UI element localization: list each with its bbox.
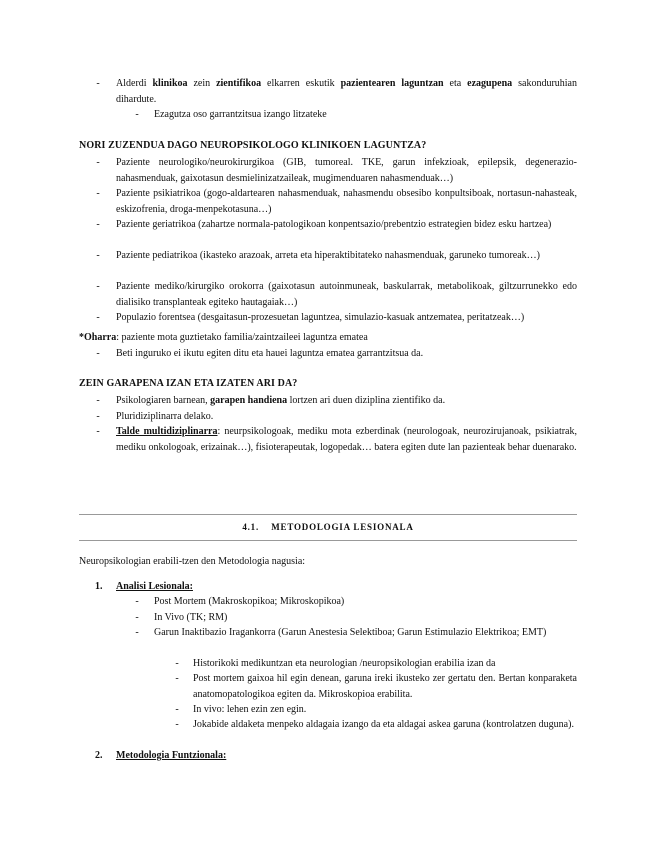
list2-title: Metodologia Funtzionala: [116,750,227,761]
bullet-dash: - [96,157,100,168]
list1-sub-item: Jokabide aldaketa menpeko aldagaia izango da eta aldagai askea garuna (kontrolatzen duguna). [193,719,574,730]
list1-sub-item: In vivo: lehen ezin zen egin. [193,704,307,715]
section-title-41: 4.1. METODOLOGIA LESIONALA [242,522,414,532]
bullet-dash: - [135,612,139,623]
list-number: 2. [95,750,103,761]
bullet-dash: - [96,250,100,261]
bullet-dash: - [96,426,100,437]
list1-item: In Vivo (TK; RM) [154,612,228,623]
list1-title: Analisi Lesionala: [116,581,193,592]
bullet-dash: - [96,219,100,230]
list1-item: Post Mortem (Makroskopikoa; Mikroskopikoa) [154,596,345,607]
bullet-dash: - [96,411,100,422]
note-text: : paziente mota guztietako familia/zaintzaileei laguntza ematea [116,332,368,343]
note-sub-item: Beti inguruko ei ikutu egiten ditu eta hauei laguntza ematea garrantzitsua da. [116,348,424,359]
note-label: *Oharra [79,332,117,343]
zein-list-item: Pluridiziplinarra delako. [116,411,214,422]
bullet-dash: - [96,348,100,359]
bullet-dash: - [96,281,100,292]
bullet-dash: - [96,188,100,199]
bullet-dash: - [96,78,100,89]
nori-list-item: Paziente pediatrikoa (ikasteko arazoak, arreta eta hiperaktibitateko nahasmenduak, garuneko tumoreak…) [116,250,540,261]
nori-list-item: Paziente mediko/kirurgiko orokorra (gaixotasun autoinmuneak, baskularrak, metabolikoak, giltzurrunekko edo dialisiko transplanteak egiteko hautagaiak…) [116,281,577,308]
bullet-dash: - [96,395,100,406]
zein-list-item: Talde multidiziplinarra: neurpsikologoak, mediku mota ezberdinak (neurologoak, neurozirujanoak, psikiatrak, mediku onkologoak, erizainak…), fisioterapeutak, logopedak… batera egiten dute lan pazienteak behar duenarako. [116,426,577,453]
methodology-intro: Neuropsikologian erabili-tzen den Metodologia nagusia: [79,556,306,567]
list-number: 1. [95,581,103,592]
intro-paragraph: Alderdi klinikoa zein zientifikoa elkarren eskutik pazientearen laguntzan eta ezagupena sakonduruhian dihardute. [116,78,577,105]
bullet-dash: - [135,627,139,638]
section-divider-bottom [79,540,577,541]
nori-list-item: Paziente psikiatrikoa (gogo-aldartearen nahasmenduak, nahasmendu obsesibo konpultsiboak, nortasun-nahasteak, eskizofrenia, droga-menpekotasuna…) [116,188,577,215]
nori-list-item: Populazio forentsea (desgaitasun-prozesuetan laguntzea, simulazio-kasuak antzematea, peritatzeak…) [116,312,525,323]
bullet-dash: - [175,673,179,684]
list1-sub-item: Post mortem gaixoa hil egin denean, garuna ireki ikusteko zer gertatu den. Bertan konparaketa anatomopatologikoa egiten da. Mikroskopioa erabilita. [193,673,577,700]
zein-list-item: Psikologiaren barnean, garapen handiena lortzen ari duen diziplina zientifiko da. [116,395,446,406]
list1-item: Garun Inaktibazio Iragankorra (Garun Anestesia Selektiboa; Garun Estimulazio Elektrikoa; EMT) [154,627,547,638]
section-heading-nori: NORI ZUZENDUA DAGO NEUROPSIKOLOGO KLINIKOEN LAGUNTZA? [79,140,427,151]
section-heading-zein: ZEIN GARAPENA IZAN ETA IZATEN ARI DA? [79,378,298,389]
list1-sub-item: Historikoki medikuntzan eta neurologian /neuropsikologian erabilia izan da [193,658,496,669]
intro-sub-item: Ezagutza oso garrantzitsua izango litzateke [154,109,327,120]
bullet-dash: - [175,719,179,730]
bullet-dash: - [175,658,179,669]
bullet-dash: - [96,312,100,323]
section-divider-top [79,514,577,515]
nori-list-item: Paziente neurologiko/neurokirurgikoa (GIB, tumoreal. TKE, garun infekzioak, epilepsik, degenerazio-nahasmenduak, gaixotasun desmielinizatzaileak, mugimenduaren nahasmenduak…) [116,157,577,184]
bullet-dash: - [135,109,139,120]
nori-list-item: Paziente geriatrikoa (zahartze normala-patologikoan konpentsazio/prebentzio estrategien bidez esku hartzea) [116,219,552,230]
bullet-dash: - [135,596,139,607]
bullet-dash: - [175,704,179,715]
note-line [79,330,577,346]
